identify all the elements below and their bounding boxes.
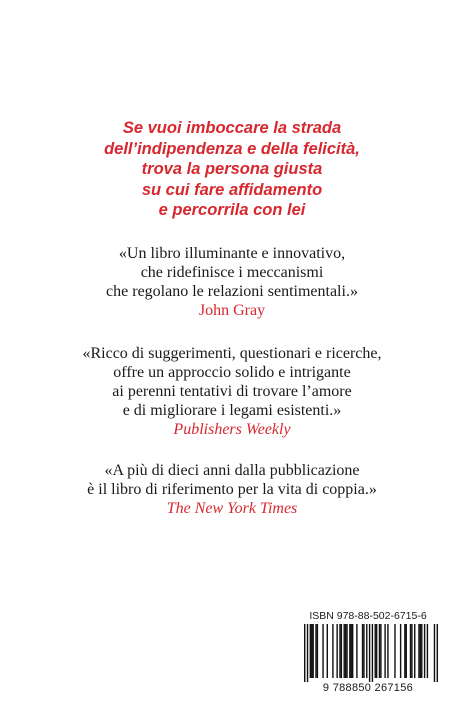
barcode-bar	[339, 624, 340, 678]
barcode-bar	[400, 624, 401, 678]
tagline-line: su cui fare affidamento	[141, 180, 323, 199]
barcode-bar	[404, 624, 405, 678]
barcode-bar	[427, 624, 428, 678]
barcode-bar	[421, 624, 422, 678]
barcode-bar	[380, 624, 381, 678]
barcode-bar	[387, 624, 388, 678]
tagline-line: e percorrila con lei	[158, 201, 306, 219]
barcode-bar	[356, 624, 357, 678]
quote-line: offre un approccio solido e intrigante	[113, 364, 351, 381]
barcode-bar	[311, 624, 312, 678]
tagline	[0, 118, 464, 221]
barcode-bar	[346, 624, 347, 678]
barcode-bar	[315, 624, 316, 678]
tagline-line: trova la persona giusta	[141, 160, 323, 178]
barcode-bar	[322, 624, 323, 678]
barcode-bar	[418, 624, 419, 678]
barcode-bar	[351, 624, 352, 678]
barcode-bar	[317, 624, 318, 678]
barcode-bar	[437, 624, 438, 682]
barcode-bar	[384, 624, 385, 678]
barcode-bar	[372, 624, 373, 682]
barcode-digits: 9 788850 267156	[322, 682, 414, 694]
barcode-bar	[307, 624, 308, 682]
barcode-bar	[366, 624, 367, 678]
quote-line: «Ricco di suggerimenti, questionari e ricerche,	[82, 345, 382, 362]
barcode-bar	[332, 624, 333, 678]
barcode-bar	[369, 624, 370, 682]
barcode-bar	[341, 624, 342, 678]
barcode-bar	[410, 624, 411, 678]
quote-line: che ridefinisce i meccanismi	[140, 264, 324, 281]
barcode-bar	[362, 624, 363, 678]
barcode-bar	[394, 624, 395, 678]
barcode-bar	[424, 624, 425, 678]
barcode-bar	[327, 624, 328, 678]
isbn-label: ISBN 978-88-502-6715-6	[309, 610, 427, 622]
quote-line: «Un libro illuminante e innovativo,	[118, 245, 346, 262]
quote-attribution: Publishers Weekly	[173, 421, 291, 438]
barcode-bar	[349, 624, 350, 678]
barcode-bar	[379, 624, 380, 678]
quote-attribution: The New York Times	[166, 500, 298, 517]
barcode-bar	[411, 624, 412, 678]
barcode-bar	[414, 624, 415, 678]
review-quote-2	[0, 344, 464, 439]
barcode-bar	[345, 624, 346, 678]
barcode-bar	[376, 624, 377, 678]
tagline-line: Se vuoi imboccare la strada	[122, 119, 342, 137]
barcode-bar	[343, 624, 344, 678]
quote-line: è il libro di riferimento per la vita di coppia.»	[87, 481, 377, 498]
barcode-bar	[434, 624, 435, 682]
barcode-bar	[312, 624, 313, 678]
barcode-bars	[304, 624, 438, 682]
review-quote-3	[0, 461, 464, 518]
quote-attribution: John Gray	[198, 302, 266, 319]
barcode-bar	[304, 624, 305, 682]
barcode-bar	[406, 624, 407, 678]
quote-line: e di migliorare i legami esistenti.»	[122, 402, 342, 419]
barcode-bar	[336, 624, 337, 678]
quote-line: «A più di dieci anni dalla pubblicazione	[104, 462, 360, 479]
quote-line: ai perenni tentativi di trovare l’amore	[112, 383, 352, 400]
barcode-bar	[375, 624, 376, 678]
barcode-bar	[420, 624, 421, 678]
tagline-line: dell’indipendenza e della felicità,	[104, 139, 360, 158]
barcode-bar	[363, 624, 364, 678]
review-quote-1	[0, 244, 464, 320]
barcode-bar	[352, 624, 353, 678]
isbn-barcode	[294, 610, 442, 696]
quote-line: che regolano le relazioni sentimentali.»	[106, 283, 358, 300]
barcode-bar	[310, 624, 311, 678]
